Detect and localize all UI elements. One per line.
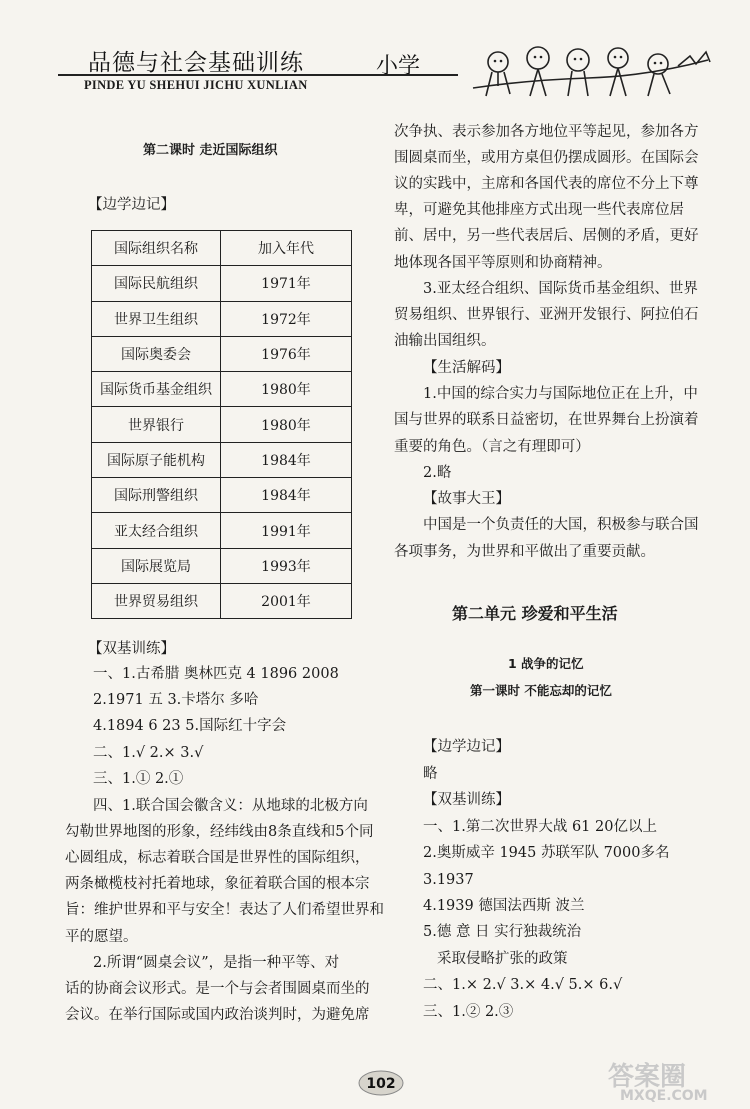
lesson-title: 第一课时 不能忘却的记忆	[470, 683, 612, 698]
table-header-row	[92, 231, 352, 266]
section-heading: 【边学边记】	[88, 197, 175, 213]
answer-line: 3.1937	[423, 872, 474, 888]
header-org-name: 国际组织名称	[92, 231, 221, 266]
answer-line: 心圆组成，标志着联合国是世界性的国际组织，	[65, 850, 370, 866]
org-name: 世界银行	[92, 407, 221, 442]
table-row	[92, 478, 352, 513]
watermark-url: MXQE.COM	[620, 1088, 708, 1104]
org-name: 国际刑警组织	[92, 478, 221, 513]
lesson-title: 第二课时 走近国际组织	[143, 143, 278, 158]
book-pinyin: PINDE YU SHEHUI JICHU XUNLIAN	[84, 78, 308, 92]
answer-line: 油输出国组织。	[394, 333, 496, 349]
answer-line: 勾勒世界地图的形象，经纬线由8条直线和5个同	[65, 824, 374, 840]
answer-line: 采取侵略扩张的政策	[437, 951, 568, 967]
section-heading: 【边学边记】	[423, 739, 510, 755]
answer-line: 2.所谓“圆桌会议”，是指一种平等、对	[93, 955, 340, 971]
table-row	[92, 407, 352, 442]
answer-line: 4.1894 6 23 5.国际红十字会	[93, 718, 287, 734]
answer-line: 一、1.第二次世界大战 61 20亿以上	[423, 819, 657, 835]
table-row	[92, 583, 352, 618]
org-name: 国际货币基金组织	[92, 372, 221, 407]
answer-line: 中国是一个负责任的大国，积极参与联合国	[423, 517, 699, 533]
page-header	[58, 40, 718, 102]
watermark-logo: 答案圈	[608, 1062, 687, 1092]
org-name: 国际民航组织	[92, 266, 221, 301]
table-row	[92, 266, 352, 301]
answer-line: 二、1.× 2.√ 3.× 4.√ 5.× 6.√	[423, 977, 623, 993]
table-row	[92, 442, 352, 477]
answer-line: 三、1.① 2.①	[93, 771, 184, 787]
answer-line: 三、1.② 2.③	[423, 1004, 514, 1020]
join-year: 1980年	[221, 372, 352, 407]
answer-line: 两条橄榄枝衬托着地球，象征着联合国的根本宗	[65, 876, 370, 892]
org-name: 亚太经合组织	[92, 513, 221, 548]
section-heading: 【故事大王】	[423, 491, 510, 507]
section-heading: 【生活解码】	[423, 360, 510, 376]
join-year: 1984年	[221, 442, 352, 477]
section-heading: 【双基训练】	[88, 641, 175, 657]
table-row	[92, 336, 352, 371]
answer-line: 2.1971 五 3.卡塔尔 多哈	[93, 692, 259, 708]
join-year: 1984年	[221, 478, 352, 513]
answer-line: 5.德 意 日 实行独裁统治	[423, 924, 582, 940]
join-year: 1993年	[221, 548, 352, 583]
org-name: 世界贸易组织	[92, 583, 221, 618]
table-row	[92, 548, 352, 583]
answer-line: 前、居中，另一些代表居后、居侧的矛盾，更好	[394, 228, 699, 244]
unit-title: 第二单元 珍爱和平生活	[452, 604, 618, 623]
page-number: 102	[366, 1076, 396, 1092]
answer-line: 平的愿望。	[65, 929, 138, 945]
table-row	[92, 301, 352, 336]
org-name: 国际原子能机构	[92, 442, 221, 477]
join-year: 1971年	[221, 266, 352, 301]
section-heading: 【双基训练】	[423, 792, 510, 808]
org-name: 世界卫生组织	[92, 301, 221, 336]
answer-line: 3.亚太经合组织、国际货币基金组织、世界	[423, 281, 698, 297]
book-title: 品德与社会基础训练	[88, 50, 304, 76]
table-row	[92, 513, 352, 548]
answer-line: 二、1.√ 2.× 3.√	[93, 745, 204, 761]
answer-line: 地体现各国平等原则和协商精神。	[394, 255, 612, 271]
table-row	[92, 372, 352, 407]
join-year: 1991年	[221, 513, 352, 548]
answer-line: 贸易组织、世界银行、亚洲开发银行、阿拉伯石	[394, 307, 699, 323]
answer-line: 重要的角色。（言之有理即可）	[394, 439, 590, 455]
join-year: 1972年	[221, 301, 352, 336]
answer-line: 话的协商会议形式。是一个与会者围圆桌而坐的	[65, 981, 370, 997]
kids-illustration	[468, 40, 718, 102]
answer-line: 旨：维护世界和平与安全！表达了人们希望世界和	[65, 902, 384, 918]
book-level: 小学	[376, 54, 421, 79]
header-rule	[58, 74, 458, 76]
answer-line: 1.中国的综合实力与国际地位正在上升，中	[423, 386, 698, 402]
join-year: 1976年	[221, 336, 352, 371]
answer-line: 围圆桌而坐，或用方桌但仍摆成圆形。在国际会	[394, 150, 699, 166]
join-year: 2001年	[221, 583, 352, 618]
answer-line: 4.1939 德国法西斯 波兰	[423, 898, 585, 914]
answer-line: 卑，可避免其他排座方式出现一些代表席位居	[394, 202, 684, 218]
join-year: 1980年	[221, 407, 352, 442]
org-name: 国际奥委会	[92, 336, 221, 371]
answer-line: 四、1.联合国会徽含义：从地球的北极方向	[93, 798, 368, 814]
answer-line: 各项事务，为世界和平做出了重要贡献。	[394, 544, 655, 560]
page-number-badge	[358, 1068, 404, 1098]
header-join-year: 加入年代	[221, 231, 352, 266]
answer-line: 2.奥斯威辛 1945 苏联军队 7000多名	[423, 845, 670, 861]
chapter-title: 1 战争的记忆	[508, 656, 584, 671]
answer-line: 略	[423, 766, 438, 782]
answer-line: 一、1.古希腊 奥林匹克 4 1896 2008	[93, 666, 339, 682]
answer-line: 国与世界的联系日益密切，在世界舞台上扮演着	[394, 412, 699, 428]
answer-line: 次争执、表示参加各方地位平等起见，参加各方	[394, 124, 699, 140]
organization-table	[91, 230, 352, 619]
org-name: 国际展览局	[92, 548, 221, 583]
answer-line: 2.略	[423, 465, 452, 481]
answer-line: 议的实践中，主席和各国代表的席位不分上下尊	[394, 176, 699, 192]
answer-line: 会议。在举行国际或国内政治谈判时，为避免席	[65, 1007, 370, 1023]
